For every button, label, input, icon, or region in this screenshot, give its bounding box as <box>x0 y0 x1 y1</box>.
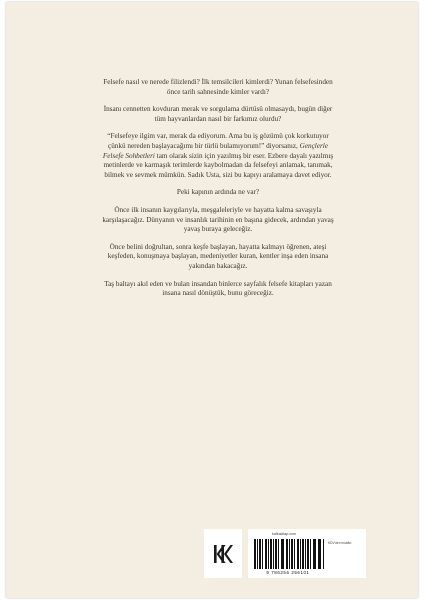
barcode-stripe <box>314 539 315 569</box>
back-cover <box>6 2 418 598</box>
barcode-stripe <box>260 539 261 569</box>
barcode-stripe <box>308 539 309 569</box>
barcode-stripe <box>273 539 274 569</box>
barcode-stripe <box>315 539 316 569</box>
blurb-paragraph-4: Önce belini doğrultan, sonra keşfe başlayan, hayatta kalmayı öğrenen, ateşi keşfeden, konuşmaya başlayan, medeniyetler kuran, kentler inşa eden insana yakından bakacağız. <box>107 242 329 270</box>
publisher-logo <box>204 529 242 578</box>
barcode-stripe <box>320 539 321 569</box>
quote-after-title: tam olarak sizin için yazılmış bir eser. Ezbere dayalı yazılmış metinlerde ve karmaşık terimlerde kaybolmadan da felsefeyi anlamak, tanımak, bilmek ve sevmek mümkün. Sadık Usta, sizi bu kapıyı aralamaya davet ediyor. <box>103 151 334 179</box>
barcode-stripe <box>292 539 293 569</box>
blurb-quote-paragraph <box>100 132 336 180</box>
barcode-stripe <box>283 539 284 569</box>
barcode-area <box>204 529 366 578</box>
quote-before-title: “Felsefeye ilgim var, merak da ediyorum. Ama bu iş gözümü çok korkutuyor çünkü nereden başlayacağımı bir türlü bulamıyorum!” diyorsanız, <box>107 132 329 150</box>
barcode-stripe <box>323 539 324 569</box>
barcode-stripe <box>305 539 306 569</box>
barcode-stripe <box>298 539 299 569</box>
barcode-stripe <box>271 539 272 569</box>
barcode-stripe <box>268 539 269 569</box>
kk-monogram-icon <box>212 543 234 565</box>
barcode-box <box>248 529 366 578</box>
barcode-stripe <box>282 539 283 569</box>
book-title: Gençlerle Felsefe Sohbetleri <box>102 141 328 160</box>
barcode-stripe <box>289 539 290 569</box>
barcode-stripe <box>300 539 301 569</box>
barcode-stripe <box>255 539 256 569</box>
blurb-paragraph-2: İnsanı cennetten kovduran merak ve sorgulama dürtüsü olmasaydı, bugün diğer tüm hayvanlardan nasıl bir farkımız olurdu? <box>103 105 333 123</box>
barcode-stripe <box>319 539 320 569</box>
isbn-number: 9 786256 256101 <box>266 570 310 575</box>
barcode-stripe <box>287 539 288 569</box>
barcode-stripe <box>262 539 264 569</box>
tax-note: KDV'den muaftır. <box>328 541 352 545</box>
publisher-website: kafkakitap.com <box>272 532 296 536</box>
blurb-text <box>100 78 336 307</box>
barcode-stripe <box>266 539 267 569</box>
barcode-stripe <box>310 539 312 569</box>
barcode-stripe <box>294 539 296 569</box>
blurb-paragraph-1: Felsefe nasıl ve nerede filizlendi? İlk temsilcileri kimlerdi? Yunan felsefesinden önce tarih sahnesinde kimler vardı? <box>103 78 333 96</box>
blurb-paragraph-5: Taş baltayı akıl eden ve bulan insandan binlerce sayfalık felsefe kitapları yazan insana nasıl dönüştük, bunu göreceğiz. <box>104 279 332 298</box>
barcode-stripe <box>278 539 280 569</box>
barcode-stripe <box>276 539 277 569</box>
barcode-stripe <box>257 539 258 569</box>
barcode-stripe <box>303 539 304 569</box>
blurb-paragraph-3: Önce ilk insanın kaygılarıyla, meşgaleleriyle ve hayatta kalma savaşıyla karşılaşacağız. Dünyanın ve insanlık tarihinin en başına gidecek, ardından yavaş yavaş buraya geleceğiz. <box>102 205 334 234</box>
isbn-barcode <box>254 539 324 569</box>
blurb-paragraph-question: Peki kapının ardında ne var? <box>176 188 260 197</box>
